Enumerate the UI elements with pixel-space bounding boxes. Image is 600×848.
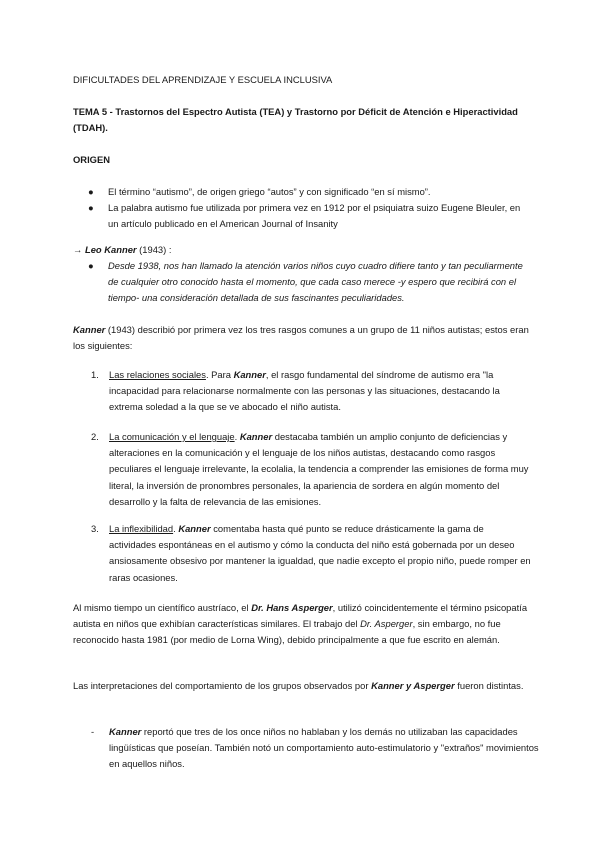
section-heading-origen: ORIGEN [73, 154, 110, 165]
trait-kanner-name: Kanner [233, 369, 266, 380]
traits-list-3 [91, 521, 531, 586]
trait-title: Las relaciones sociales [109, 369, 206, 380]
trait-item [91, 521, 531, 586]
kanner-asperger-names: Kanner y Asperger [371, 680, 455, 691]
trait-lead: . [173, 523, 179, 534]
trait-text: , el rasgo fundamental del síndrome de autismo era "la incapacidad para relacionarse normalmente con las personas y las situaciones, destacando la extrema soledad a la que se ve abocado el niño autista. [109, 369, 500, 413]
asperger-text-2: , utilizó coincidentemente el término psicopatía autista en niños que exhibían características similares. El trabajo del [73, 602, 528, 630]
trait-kanner-name: Kanner [239, 431, 273, 442]
origin-bullet-text: El término “autismo”, de origen griego “autos” y con significado “en sí mismo”. [108, 186, 431, 197]
asperger-paragraph [73, 600, 535, 649]
asperger-name-2: Dr. Asperger [360, 618, 413, 630]
interpretations-text-1: Las interpretaciones del comportamiento de los grupos observados por [73, 680, 372, 691]
kanner-paragraph [73, 322, 535, 354]
topic-title: TEMA 5 - Trastornos del Espectro Autista (TEA) y Trastorno por Déficit de Atención e Hiperactividad (TDAH). [73, 106, 518, 134]
dash-icon: - [91, 726, 95, 737]
kanner-name: Kanner [109, 726, 142, 737]
kanner-name: Kanner [73, 324, 106, 335]
trait-lead: . Para [205, 369, 234, 380]
trait-title: La inflexibilidad [109, 523, 174, 534]
leo-kanner-year: (1943) : [136, 244, 172, 255]
bullet-icon: ● [88, 260, 94, 271]
kanner-paragraph-text: (1943) describió por primera vez los tres rasgos comunes a un grupo de 11 niños autistas; estos eran los siguientes: [73, 324, 529, 352]
leo-kanner-name: Leo Kanner [84, 244, 137, 255]
trait-text: comentaba hasta qué punto se reduce drásticamente la gama de actividades espontáneas en el autismo y cómo la conducta del niño está gobernada por un deseo ansiosamente obsesivo por mantener la igualdad, que nadie excepto el propio niño, puede romper en raras ocasiones. [109, 523, 531, 583]
kanner-dash-item [91, 724, 549, 773]
trait-item [91, 367, 531, 416]
origin-bullet-item [86, 200, 526, 232]
interpretations-text-2: fueron distintas. [454, 680, 524, 691]
interpretations-paragraph [73, 678, 535, 694]
origin-bullet-item [86, 184, 526, 200]
bullet-icon: ● [88, 186, 94, 197]
trait-number: 1. [91, 369, 99, 380]
bullet-icon: ● [88, 202, 94, 214]
hans-asperger-name: Dr. Hans Asperger [251, 602, 333, 613]
kanner-quote-list [86, 258, 532, 307]
trait-item [91, 429, 531, 510]
arrow-icon: → [73, 244, 83, 255]
course-title: DIFICULTADES DEL APRENDIZAJE Y ESCUELA INCLUSIVA [73, 74, 333, 85]
origin-bullet-list [86, 184, 526, 233]
trait-text: destacaba también un amplio conjunto de deficiencias y alteraciones en la comunicación y el lenguaje de los niños autistas, destacando como rasgos peculiares el lenguaje irrelevante, la ecolalia, la tendencia a comprender las emisiones de forma muy literal, la inversión de pronombres personales, la apariencia de sordera en algún momento del desarrollo y la falta de relevancia de las emisiones. [109, 431, 529, 507]
kanner-quote-text: Desde 1938, nos han llamado la atención varios niños cuyo cuadro difiere tanto y tan peculiarmente de cualquier otro conocido hasta el momento, que cada caso merece -y espero que recibirá con el tiempo- una consideración detallada de sus fascinantes peculiaridades. [108, 260, 523, 304]
traits-list [91, 367, 531, 416]
trait-title: La comunicación y el lenguaje [109, 431, 235, 442]
leo-kanner-heading [73, 242, 171, 258]
kanner-dash-text: reportó que tres de los once niños no hablaban y los demás no utilizaban las capacidades lingüísticas que poseían. También notó un comportamiento auto-estimulatorio y "extraños" movimientos en aquellos niños. [109, 726, 539, 770]
kanner-quote-item [86, 258, 532, 307]
trait-number: 2. [91, 431, 99, 442]
trait-number: 3. [91, 523, 99, 534]
trait-kanner-name: Kanner [178, 523, 211, 534]
asperger-text-3: , sin embargo, no fue reconocido hasta 1981 (por medio de Lorna Wing), debido principalmente a que fue escrito en alemán. [73, 618, 501, 646]
traits-list-2 [91, 429, 531, 510]
origin-bullet-text: La palabra autismo fue utilizada por primera vez en 1912 por el psiquiatra suizo Eugene Bleuler, en un artículo publicado en el American Journal of Insanity [108, 202, 521, 230]
asperger-text-1: Al mismo tiempo un científico austríaco, el [73, 602, 252, 613]
trait-lead: . [234, 431, 240, 442]
